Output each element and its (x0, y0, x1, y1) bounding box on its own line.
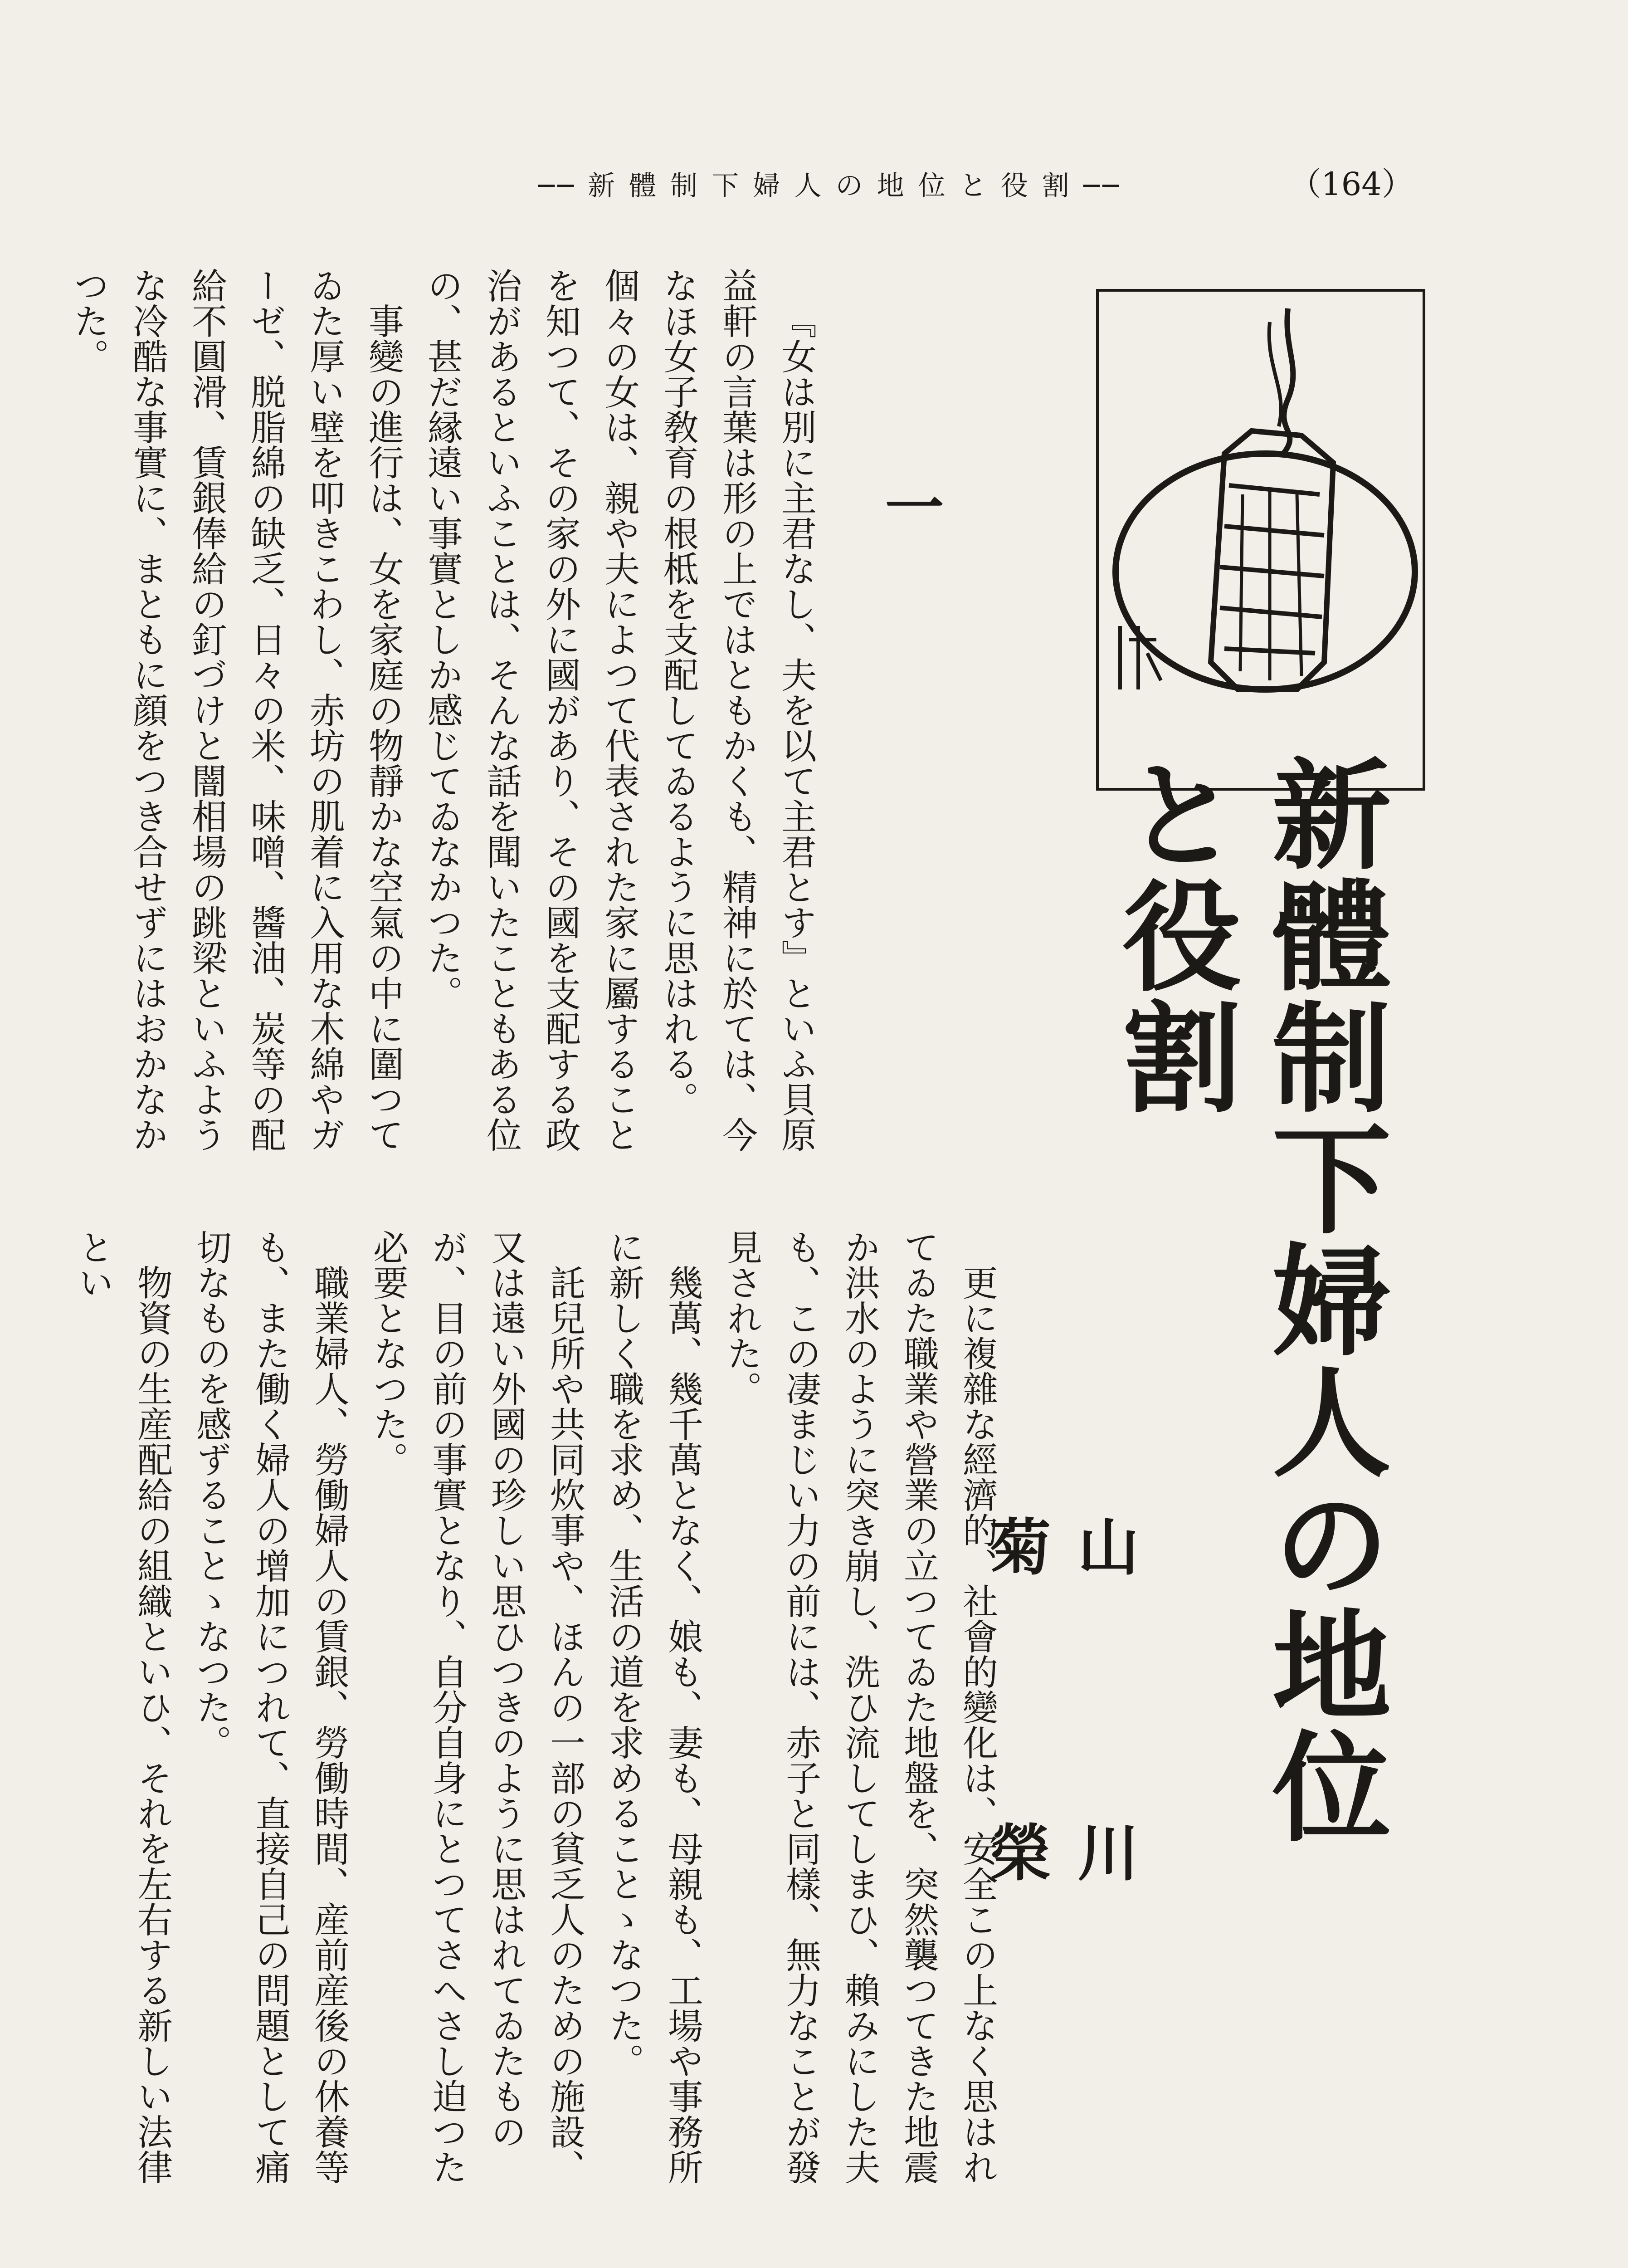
paragraph: 事變の進行は、女を家庭の物靜かな空氣の中に圍つてゐた厚い壁を叩きこわし、赤坊の肌着に入用な木綿やガーゼ、脱脂綿の缺乏、日々の米、味噌、醬油、炭等の配給不圓滑、賃銀俸給の釘づけと闇相場の跳梁といふような冷酷な事實に、まともに顔をつき合せずにはおかなかつた。 (68, 268, 404, 1152)
paragraph: 託兒所や共同炊事や、ほんの一部の貧乏人のための施設、又は遠い外國の珍しい思ひつきのように思はれてゐたものが、目の前の事實となり、自分自身にとつてさへさし迫つた必要となつた。 (367, 1229, 585, 2185)
body-text-lower (73, 1229, 1007, 2218)
author-name: 山 川 菊 榮 (980, 1515, 1140, 1968)
paragraph: 更に複雜な經濟的、社會的變化は、安全この上なく思はれてゐた職業や營業の立つてゐた地盤を、突然襲つてきた地震か洪水のように突き崩し、洗ひ流してしまひ、賴みにした夫も、この凄まじい力の前には、赤子と同樣、無力なことが發見された。 (721, 1229, 998, 2185)
running-head: ── 新 體 制 下 婦 人 の 地 位 と 役 割 ── (538, 170, 1122, 202)
lantern-illustration (1088, 281, 1433, 798)
page-number: （164） (1289, 165, 1414, 203)
paragraph: 幾萬、幾千萬となく、娘も、妻も、母親も、工場や事務所に新しく職を求め、生活の道を求めることゝなつた。 (603, 1229, 703, 2185)
lantern-drawing (1088, 281, 1433, 798)
paragraph: 物資の生産配給の組織といひ、それを左右する新しい法律とい (73, 1229, 172, 2185)
paragraph: 職業婦人、勞働婦人の賃銀、勞働時間、産前産後の休養等も、また働く婦人の增加につれて、直接自己の問題として痛切なものを感ずることゝなつた。 (190, 1229, 349, 2185)
body-text-upper (68, 268, 825, 1175)
article-title: 新體制下婦人の地位と役割 (1102, 753, 1392, 1847)
section-numeral: 一 (875, 476, 945, 535)
paragraph: 『女は別に主君なし、夫を以て主君とす』といふ貝原益軒の言葉は形の上ではともかくも、精神に於ては、今なほ女子敎育の根柢を支配してゐるように思はれる。個々の女は、親や夫によつて代表された家に屬することを知つて、その家の外に國があり、その國を支配する政治があるといふことは、そんな話を聞いたこともある位の、甚だ縁遠い事實としか感じてゐなかつた。 (422, 268, 816, 1152)
